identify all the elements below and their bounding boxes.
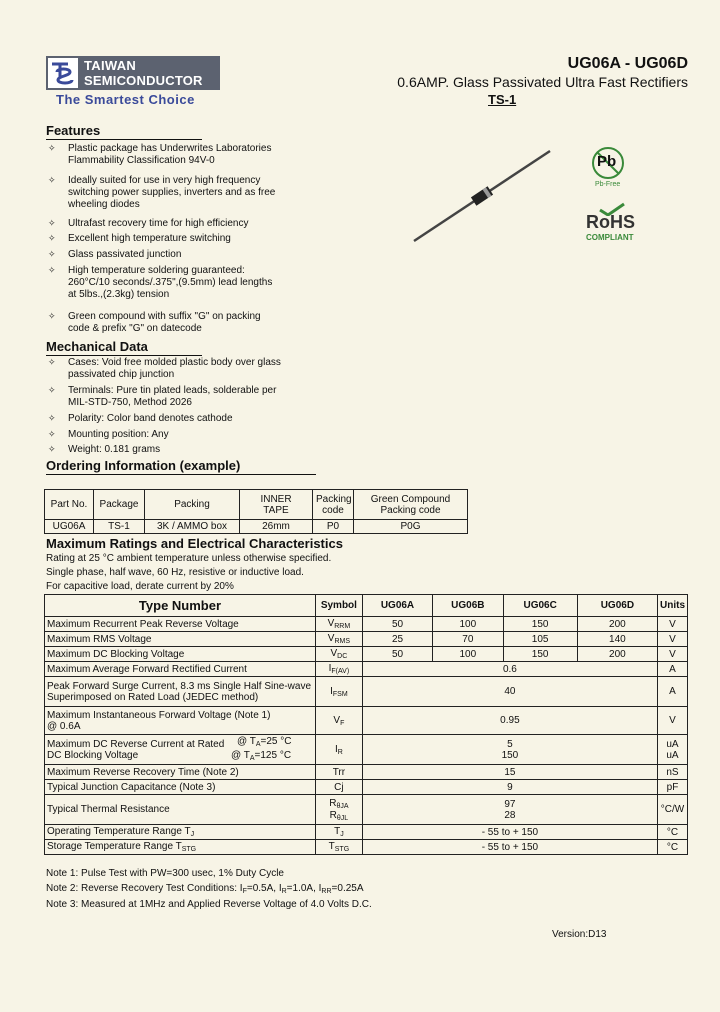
vrms-c: 105 — [503, 632, 577, 647]
rth-sym1: R — [329, 797, 337, 809]
row-ifav — [45, 662, 688, 677]
row-vrms — [45, 632, 688, 647]
vf-unit: V — [658, 707, 688, 735]
row-vdc — [45, 647, 688, 662]
ir-param — [45, 735, 316, 765]
vrms-b: 70 — [433, 632, 503, 647]
mech-text: Cases: Void free molded plastic body over glass — [68, 357, 281, 368]
ord-part: UG06A — [45, 520, 94, 534]
ifav-sym: I — [328, 663, 332, 674]
tstg-param-text: Storage Temperature Range T — [47, 841, 182, 852]
ir-cond1 — [237, 736, 292, 748]
rth-val2: 28 — [504, 809, 516, 821]
note-2-d: R — [281, 888, 287, 895]
bullet-icon: ✧ — [48, 413, 56, 423]
note-2-e: =1.0A, I — [286, 883, 322, 894]
tj-val: - 55 to + 150 — [362, 825, 657, 840]
mech-text: Polarity: Color band denotes cathode — [68, 413, 233, 424]
ord-h-inner — [240, 490, 313, 520]
bullet-icon: ✧ — [48, 429, 56, 439]
tj-sym: T — [334, 826, 341, 837]
ir-unit2: uA — [666, 749, 679, 761]
bullet-icon: ✧ — [48, 143, 56, 153]
vrms-param: Maximum RMS Voltage — [45, 632, 316, 647]
ifsm-symbol — [315, 677, 362, 707]
vf-param2: @ 0.6A — [47, 720, 81, 732]
tstg-symbol — [315, 840, 362, 855]
rth-symbol — [315, 795, 362, 825]
vdc-d: 200 — [577, 647, 657, 662]
row-vrrm — [45, 617, 688, 632]
vdc-b: 100 — [433, 647, 503, 662]
vrrm-d: 200 — [577, 617, 657, 632]
ratings-title: Maximum Ratings and Electrical Characteristics — [46, 536, 343, 551]
ir-unit1: uA — [666, 738, 679, 750]
ifsm-param1: Peak Forward Surge Current, 8.3 ms Single Half Sine-wave — [47, 680, 312, 692]
ir-sym: I — [334, 743, 338, 755]
row-ir — [45, 735, 688, 765]
bullet-icon: ✧ — [48, 311, 56, 321]
vrms-symbol — [315, 632, 362, 647]
row-cj — [45, 780, 688, 795]
rohs-label: RoHS — [586, 212, 635, 232]
ir-cond1-a: @ T — [237, 736, 256, 747]
feature-text: wheeling diodes — [68, 199, 140, 210]
rth-sym1-wrap — [318, 798, 360, 810]
bullet-icon: ✧ — [48, 218, 56, 228]
row-vf — [45, 707, 688, 735]
ir-unit — [658, 735, 688, 765]
feature-text: Glass passivated junction — [68, 249, 182, 260]
vf-symbol — [315, 707, 362, 735]
ifsm-val: 40 — [362, 677, 657, 707]
ifsm-param2: Superimposed on Rated Load (JEDEC method) — [47, 691, 259, 703]
rth-sub1: θJA — [336, 802, 349, 810]
mech-text: MIL-STD-750, Method 2026 — [68, 397, 192, 408]
ord-packcode: P0 — [313, 520, 354, 534]
vrrm-unit: V — [658, 617, 688, 632]
feature-text: Ideally suited for use in very high frequency — [68, 175, 261, 186]
ord-h-packcode — [313, 490, 354, 520]
subtitle: 0.6AMP. Glass Passivated Ultra Fast Rectifiers — [397, 74, 688, 90]
rth-sub2: θJL — [336, 814, 349, 822]
ir-param2: DC Blocking Voltage — [47, 749, 139, 761]
ir-val1: 5 — [507, 738, 513, 750]
feature-text: at 5lbs.,(2.3kg) tension — [68, 289, 170, 300]
vdc-sym: V — [330, 648, 338, 659]
vdc-sub: DC — [337, 653, 348, 660]
diode-illustration — [410, 145, 555, 245]
th-ug06a: UG06A — [362, 595, 432, 617]
tj-param-sub: J — [190, 831, 195, 838]
ir-cond1-sub: A — [255, 741, 261, 748]
mech-text: Weight: 0.181 grams — [68, 444, 161, 455]
tj-param-text: Operating Temperature Range T — [47, 826, 191, 837]
feature-text: code & prefix "G" on datecode — [68, 323, 202, 334]
note-2-a: Note 2: Reverse Recovery Test Conditions: I — [46, 883, 243, 894]
tj-param — [45, 825, 316, 840]
note-2-f: RR — [321, 888, 332, 895]
cj-val: 9 — [362, 780, 657, 795]
vrms-unit: V — [658, 632, 688, 647]
bullet-icon: ✧ — [48, 357, 56, 367]
feature-text: Ultrafast recovery time for high efficiency — [68, 218, 249, 229]
vrrm-sym: V — [327, 618, 335, 629]
tstg-param-sub: STG — [181, 846, 197, 853]
th-units: Units — [658, 595, 688, 617]
tj-unit: °C — [658, 825, 688, 840]
tstg-sym: T — [328, 841, 335, 852]
ord-green: P0G — [354, 520, 468, 534]
tstg-param — [45, 840, 316, 855]
ir-val2: 150 — [501, 749, 519, 761]
ratings-line2: Single phase, half wave, 60 Hz, resistive or inductive load. — [46, 567, 304, 578]
vrrm-symbol — [315, 617, 362, 632]
rth-unit: °C/W — [658, 795, 688, 825]
vdc-unit: V — [658, 647, 688, 662]
tstg-val: - 55 to + 150 — [362, 840, 657, 855]
ir-cond2-sub: A — [249, 755, 255, 762]
ord-inner: 26mm — [240, 520, 313, 534]
ifav-val: 0.6 — [362, 662, 657, 677]
tstg-sub: STG — [334, 846, 350, 853]
bullet-icon: ✧ — [48, 444, 56, 454]
vdc-c: 150 — [503, 647, 577, 662]
ord-h-packing: Packing — [145, 490, 240, 520]
feature-text: switching power supplies, inverters and as free — [68, 187, 276, 198]
vf-sub: F — [340, 719, 345, 727]
ifsm-unit: A — [658, 677, 688, 707]
ir-cond2 — [231, 750, 291, 762]
ir-cond2-a: @ T — [231, 750, 250, 761]
ord-packing: 3K / AMMO box — [145, 520, 240, 534]
vf-val: 0.95 — [362, 707, 657, 735]
bullet-icon: ✧ — [48, 385, 56, 395]
bullet-icon: ✧ — [48, 249, 56, 259]
company-name-line1: TAIWAN — [84, 58, 137, 73]
feature-text: Plastic package has Underwrites Laboratories — [68, 143, 272, 154]
ts-logo-icon — [48, 58, 78, 88]
rth-val1: 97 — [504, 798, 516, 810]
feature-text: High temperature soldering guaranteed: — [68, 265, 245, 276]
th-symbol: Symbol — [315, 595, 362, 617]
tj-sub: J — [340, 831, 344, 838]
ratings-table — [44, 594, 688, 855]
trr-param: Maximum Reverse Recovery Time (Note 2) — [45, 765, 316, 780]
trr-unit: nS — [658, 765, 688, 780]
ifav-sub: F(AV) — [331, 668, 350, 675]
mech-text: Mounting position: Any — [68, 429, 169, 440]
rth-val — [362, 795, 657, 825]
th-type: Type Number — [45, 595, 316, 617]
ord-h-packcode-text: Packing code — [316, 493, 352, 516]
mech-text: Terminals: Pure tin plated leads, solderable per — [68, 385, 277, 396]
note-2-b: F — [242, 888, 247, 895]
ir-cond1-b: =25 °C — [260, 736, 292, 747]
ir-cond2-b: =125 °C — [254, 750, 292, 761]
row-tj — [45, 825, 688, 840]
vf-param1: Maximum Instantaneous Forward Voltage (Note 1) — [47, 709, 271, 721]
vrms-d: 140 — [577, 632, 657, 647]
ifav-symbol — [315, 662, 362, 677]
package-name: TS-1 — [488, 92, 517, 107]
rth-sym2: R — [329, 809, 337, 821]
cj-unit: pF — [658, 780, 688, 795]
ratings-line1: Rating at 25 °C ambient temperature unless otherwise specified. — [46, 553, 332, 564]
bullet-icon: ✧ — [48, 265, 56, 275]
ir-symbol — [315, 735, 362, 765]
vrrm-c: 150 — [503, 617, 577, 632]
ord-h-part: Part No. — [45, 490, 94, 520]
ord-h-green — [354, 490, 468, 520]
vdc-param: Maximum DC Blocking Voltage — [45, 647, 316, 662]
feature-text: 260°C/10 seconds/.375",(9.5mm) lead lengths — [68, 277, 273, 288]
row-rth — [45, 795, 688, 825]
ordering-title: Ordering Information (example) — [46, 458, 316, 475]
ir-param1: Maximum DC Reverse Current at Rated — [47, 738, 225, 750]
vf-sym: V — [333, 714, 341, 726]
ratings-line3: For capacitive load, derate current by 20% — [46, 581, 234, 592]
vrrm-param: Maximum Recurrent Peak Reverse Voltage — [45, 617, 316, 632]
vrrm-b: 100 — [433, 617, 503, 632]
pb-label: Pb — [597, 153, 617, 170]
ord-package: TS-1 — [94, 520, 145, 534]
tstg-unit: °C — [658, 840, 688, 855]
note-2-g: =0.25A — [331, 883, 364, 894]
th-ug06b: UG06B — [433, 595, 503, 617]
note-2-c: =0.5A, I — [246, 883, 282, 894]
note-2 — [46, 883, 364, 895]
vrrm-a: 50 — [362, 617, 432, 632]
vrms-a: 25 — [362, 632, 432, 647]
note-3: Note 3: Measured at 1MHz and Applied Reverse Voltage of 4.0 Volts D.C. — [46, 899, 372, 910]
feature-text: Excellent high temperature switching — [68, 233, 231, 244]
ir-sub: R — [337, 748, 343, 756]
rohs-compliant: COMPLIANT — [586, 233, 634, 242]
feature-text: Flammability Classification 94V-0 — [68, 155, 215, 166]
th-ug06d: UG06D — [577, 595, 657, 617]
rth-param: Typical Thermal Resistance — [45, 795, 316, 825]
part-title: UG06A - UG06D — [567, 55, 688, 72]
company-name-line2: SEMICONDUCTOR — [84, 73, 203, 88]
ord-h-green-text: Green Compound Packing code — [370, 493, 451, 516]
vrms-sub: RMS — [334, 638, 350, 645]
tagline: The Smartest Choice — [56, 92, 195, 107]
ordering-table — [44, 489, 468, 534]
mech-text: passivated chip junction — [68, 369, 175, 380]
th-ug06c: UG06C — [503, 595, 577, 617]
ord-h-inner-text: INNER TAPE — [260, 493, 292, 516]
vdc-a: 50 — [362, 647, 432, 662]
ord-h-package: Package — [94, 490, 145, 520]
row-trr — [45, 765, 688, 780]
row-tstg — [45, 840, 688, 855]
trr-val: 15 — [362, 765, 657, 780]
ifav-unit: A — [658, 662, 688, 677]
vrrm-sub: RRM — [334, 623, 351, 630]
ifsm-sym: I — [330, 685, 333, 697]
ifsm-sub: FSM — [332, 690, 348, 698]
bullet-icon: ✧ — [48, 175, 56, 185]
version: Version:D13 — [552, 929, 607, 940]
note-1: Note 1: Pulse Test with PW=300 usec, 1% Duty Cycle — [46, 868, 284, 879]
cj-param: Typical Junction Capacitance (Note 3) — [45, 780, 316, 795]
trr-symbol: Trr — [315, 765, 362, 780]
ifav-param: Maximum Average Forward Rectified Current — [45, 662, 316, 677]
mechanical-title: Mechanical Data — [46, 339, 202, 356]
cj-symbol: Cj — [315, 780, 362, 795]
vdc-symbol — [315, 647, 362, 662]
pb-free-label: Pb-Free — [595, 181, 621, 188]
features-title: Features — [46, 123, 202, 140]
feature-text: Green compound with suffix "G" on packing — [68, 311, 261, 322]
vrms-sym: V — [327, 633, 335, 644]
row-ifsm — [45, 677, 688, 707]
ifsm-param — [45, 677, 316, 707]
bullet-icon: ✧ — [48, 233, 56, 243]
rth-sym2-wrap — [318, 810, 360, 822]
ir-val — [362, 735, 657, 765]
tj-symbol — [315, 825, 362, 840]
vf-param — [45, 707, 316, 735]
